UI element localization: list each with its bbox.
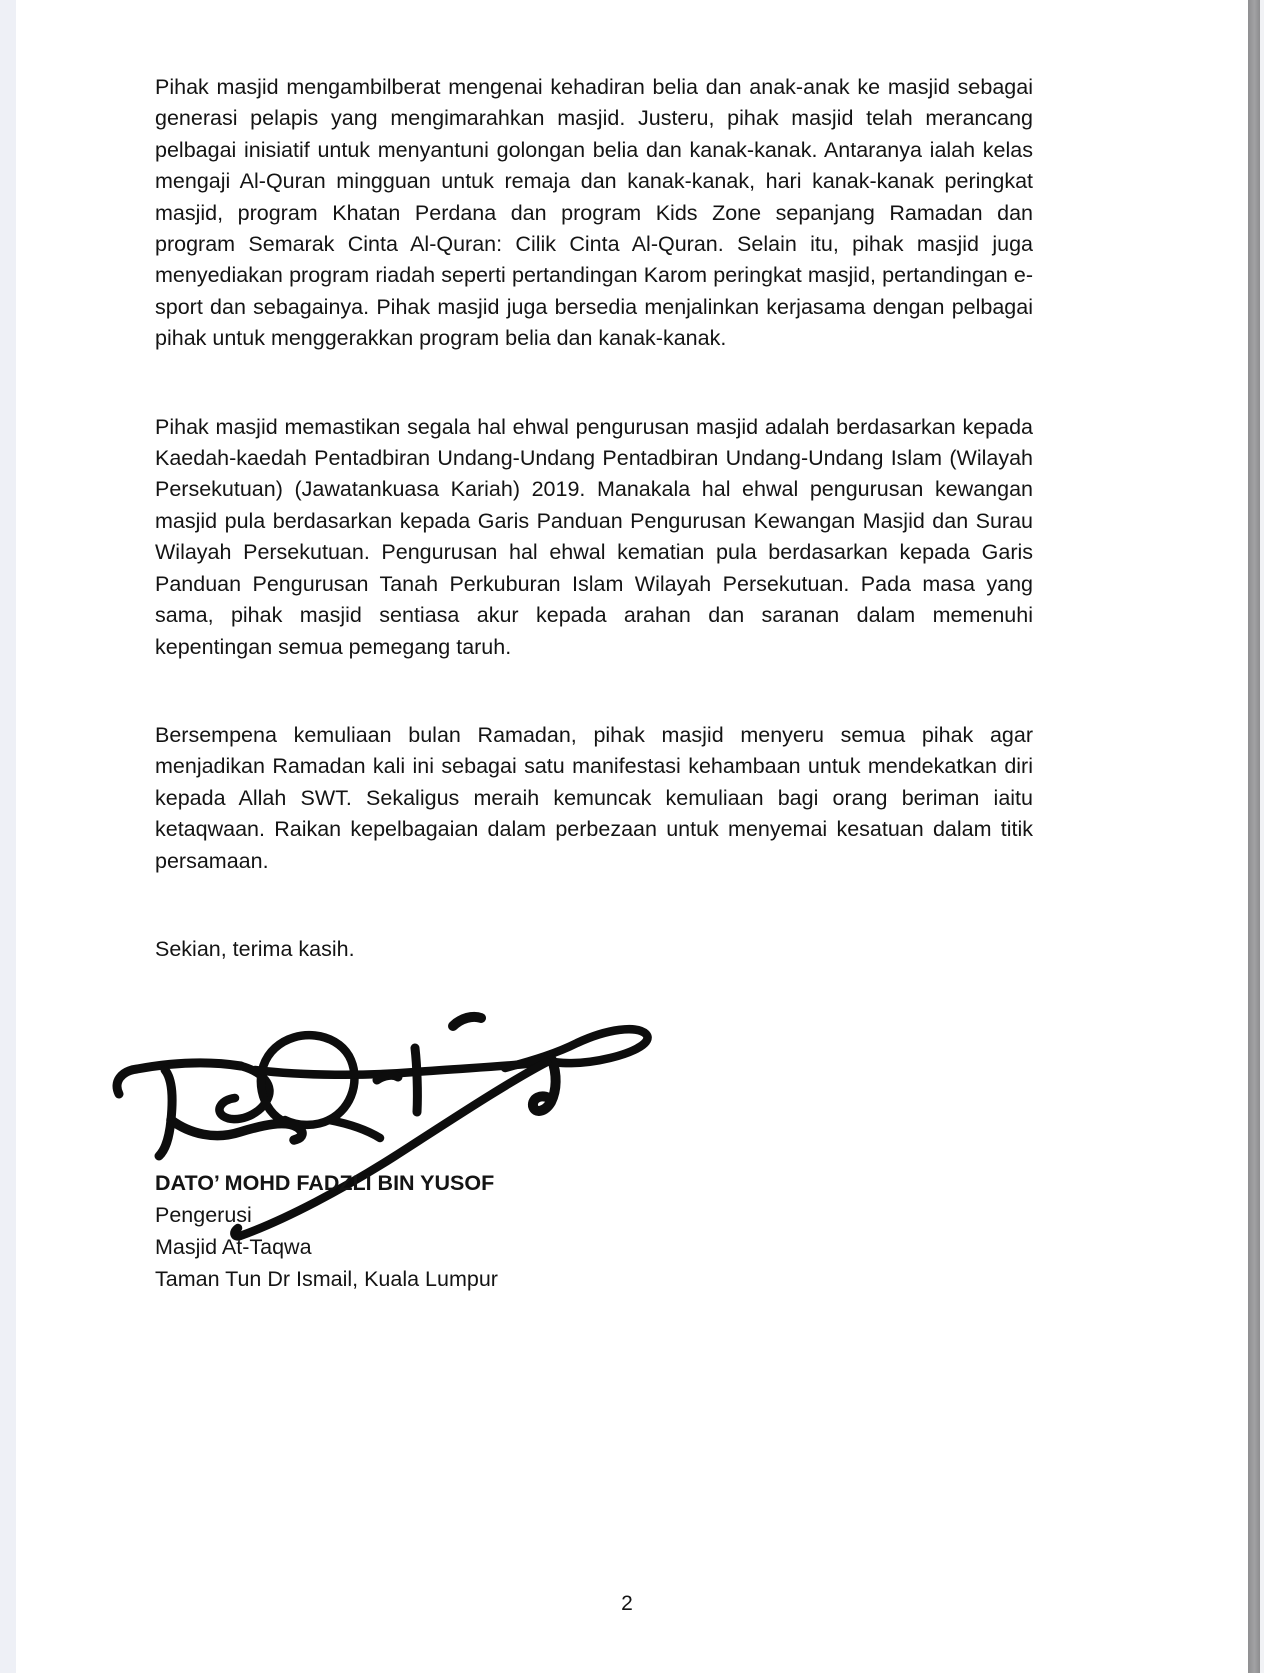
page-right-gutter	[1260, 0, 1264, 1673]
paragraph-ramadan-appeal: Bersempena kemuliaan bulan Ramadan, pihak masjid menyeru semua pihak agar menjadikan Ramadan kali ini sebagai satu manifestasi kehambaan untuk mendekatkan diri kepada Allah SWT. Sekaligus meraih kemuncak kemuliaan bagi orang beriman iaitu ketaqwaan. Raikan kepelbagaian dalam perbezaan untuk menyemai kesatuan dalam titik persamaan.	[155, 722, 1033, 873]
signatory-title: Pengerusi	[155, 1203, 252, 1227]
signatory-location: Taman Tun Dr Ismail, Kuala Lumpur	[155, 1267, 498, 1291]
letter-body	[155, 72, 1033, 1022]
paragraph-youth-programs: Pihak masjid mengambilberat mengenai kehadiran belia dan anak-anak ke masjid sebagai generasi pelapis yang mengimarahkan masjid. Justeru, pihak masjid telah merancang pelbagai inisiatif untuk menyantuni golongan belia dan kanak-kanak. Antaranya ialah kelas mengaji Al-Quran mingguan untuk remaja dan kanak-kanak, hari kanak-kanak peringkat masjid, program Khatan Perdana dan program Kids Zone sepanjang Ramadan dan program Semarak Cinta Al-Quran: Cilik Cinta Al-Quran. Selain itu, pihak masjid juga menyediakan program riadah seperti pertandingan Karom peringkat masjid, pertandingan e-sport dan sebagainya. Pihak masjid juga bersedia menjalinkan kerjasama dengan pelbagai pihak untuk menggerakkan program belia dan kanak-kanak.	[155, 75, 1033, 351]
page-number: 2	[621, 1592, 633, 1615]
signatory-organization: Masjid At-Taqwa	[155, 1235, 312, 1259]
closing-line: Sekian, terima kasih.	[155, 936, 355, 961]
page-left-edge-strip	[0, 0, 16, 1673]
signature-block	[155, 1167, 498, 1295]
signatory-name: DATO’ MOHD FADZLI BIN YUSOF	[155, 1171, 495, 1195]
page-right-edge-bar	[1248, 0, 1260, 1673]
paragraph-governance: Pihak masjid memastikan segala hal ehwal pengurusan masjid adalah berdasarkan kepada Kaedah-kaedah Pentadbiran Undang-Undang Pentadbiran Undang-Undang Islam (Wilayah Persekutuan) (Jawatankuasa Kariah) 2019. Manakala hal ehwal pengurusan kewangan masjid pula berdasarkan kepada Garis Panduan Pengurusan Kewangan Masjid dan Surau Wilayah Persekutuan. Pengurusan hal ehwal kematian pula berdasarkan kepada Garis Panduan Pengurusan Tanah Perkuburan Islam Wilayah Persekutuan. Pada masa yang sama, pihak masjid sentiasa akur kepada arahan dan saranan dalam memenuhi kepentingan semua pemegang taruh.	[155, 414, 1033, 659]
